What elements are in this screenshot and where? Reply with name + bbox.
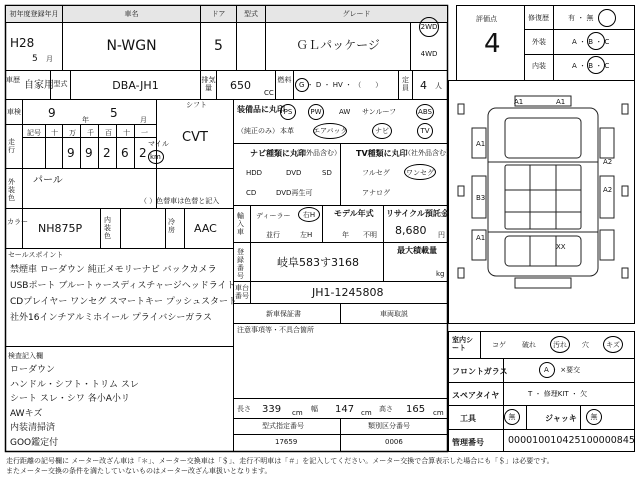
model-code: DBA-JH1	[112, 79, 159, 92]
car-name: N-WGN	[106, 38, 157, 54]
designation-value: 17659	[275, 438, 298, 446]
note-line-5: 内装清掃済	[10, 423, 56, 433]
management-label: 管理番号	[452, 438, 484, 447]
navi-label: ナビ種類に丸印	[250, 149, 306, 158]
capacity: 4	[420, 79, 427, 92]
digit-unit-4: 百	[105, 129, 112, 137]
note-line-1: ローダウン	[10, 365, 56, 375]
mileage-label: 走行	[8, 138, 15, 154]
interior-grade-options: A ・ B ・ C	[572, 62, 610, 70]
drive-4wd: 4WD	[420, 50, 438, 58]
tv-fullseg: フルセグ	[362, 169, 390, 177]
chassis-label: 車台番号	[235, 284, 249, 300]
interior-grade-label: 内装	[532, 62, 546, 70]
km-unit: km	[150, 153, 161, 161]
length-unit: cm	[292, 409, 303, 417]
footer-line-2: またメーター交換の条件を満たしていないものはメーター改ざん車扱いとなります。	[6, 467, 272, 475]
repair-label: 修復歴	[528, 14, 549, 22]
capacity-label: 定員	[402, 76, 409, 92]
import-parallel: 並行	[266, 231, 280, 239]
designation-label: 型式指定番号	[262, 422, 304, 430]
type-label: 型式	[53, 80, 68, 88]
aircon-label: 冷房	[168, 218, 175, 234]
equipment-label: 装備品に丸印	[237, 105, 285, 114]
exterior-note: （ ）色替車は色替と記入	[140, 197, 220, 205]
navi-sd: SD	[322, 169, 332, 177]
reg-month: 5	[32, 54, 38, 64]
mark-a1-rear: A1	[476, 234, 486, 242]
score-value: 4	[484, 29, 501, 59]
equip-navi: ナビ	[375, 127, 389, 135]
mileage-digit-1: 9	[67, 146, 75, 160]
import-right: 右H	[302, 211, 316, 219]
shift-value: CVT	[182, 130, 208, 145]
width-unit: cm	[361, 409, 372, 417]
mark-a2-right-2: A2	[603, 186, 613, 194]
tv-sub: （社外品含む）	[404, 149, 453, 157]
inspection-label: 車検	[7, 108, 21, 116]
capacity-unit: 人	[435, 82, 442, 90]
jack-none: 無	[590, 413, 598, 421]
front-glass-label: フロントガラス	[452, 367, 508, 376]
chassis-value: JH1-1245808	[312, 286, 384, 299]
mark-a1-front: A1	[514, 98, 524, 106]
mark-b3: B3	[476, 194, 486, 202]
aircon-value: AAC	[194, 222, 217, 235]
note-line-2: ハンドル・シフト・トリム スレ	[10, 379, 139, 390]
repair-none-circle	[598, 9, 616, 27]
seat-burn: コゲ	[492, 341, 506, 349]
class-value: 0006	[385, 438, 403, 446]
digit-unit-2: 万	[69, 129, 76, 137]
sales-line-4: 社外16インチアルミホイール プライバシーガラス	[10, 313, 212, 323]
inspection-month-unit: 月	[140, 116, 147, 124]
interior-seat-label: 室内シート	[452, 336, 473, 352]
navi-sub: （社外品含む）	[292, 149, 341, 157]
note-line-3: シート スレ・シワ 各小A小リ	[10, 394, 130, 404]
tools-none: 無	[508, 413, 516, 421]
navi-dvd-play: DVD再生可	[276, 189, 313, 197]
exterior-grade-label: 外装	[532, 38, 546, 46]
use-label: 車歴	[6, 76, 20, 84]
exterior-b-circle	[587, 32, 605, 50]
interior-b-circle	[587, 56, 605, 74]
mark-a1-front-2: A1	[556, 98, 566, 106]
tv-label: TV種類に丸印	[356, 149, 408, 158]
width-value: 147	[335, 404, 355, 415]
equipment-sub: （純正のみ）	[237, 127, 279, 135]
model-label: 型式	[237, 6, 265, 22]
digit-unit-6: 一	[141, 129, 148, 137]
import-left: 左H	[300, 231, 313, 239]
mile-unit: マイル	[148, 140, 169, 148]
seat-stain: 汚れ	[553, 341, 567, 349]
notes-box-label: 注意事項等・不具合箇所	[237, 326, 314, 334]
sales-line-3: CDプレイヤー ワンセグ スマートキー プッシュスタート	[10, 297, 237, 307]
equip-sunroof: サンルーフ	[362, 108, 397, 116]
mark-a1-left: A1	[476, 140, 486, 148]
equip-aw: AW	[339, 108, 351, 116]
inspection-year: 9	[48, 106, 56, 120]
note-line-6: GOO鑑定付	[10, 437, 59, 448]
digit-unit-1: 十	[51, 129, 58, 137]
equip-tv: TV	[420, 127, 430, 135]
exterior-label: 外装色	[8, 178, 15, 202]
color-code: NH875P	[38, 222, 83, 235]
max-load-unit: kg	[436, 270, 445, 278]
equip-airbag: エアバック	[313, 127, 348, 135]
interior-color-label: 内装色	[104, 216, 111, 240]
tv-analog: アナログ	[362, 189, 390, 197]
navi-hdd: HDD	[246, 169, 263, 177]
sales-line-1: 禁煙車 ローダウン 純正メモリーナビ バックカメラ	[10, 265, 217, 275]
drive-2wd: 2WD	[420, 23, 438, 31]
mileage-digit-4: 6	[121, 146, 129, 160]
use-value: 自家用	[24, 80, 54, 91]
mark-xx: XX	[556, 243, 566, 251]
plate-label: 登録番号	[237, 248, 244, 280]
inspector-notes-label: 検査記入欄	[8, 352, 43, 360]
reg-era: H28	[10, 36, 35, 50]
model-year-label: モデル年式	[334, 209, 374, 218]
equip-ps: PS	[283, 108, 293, 116]
exterior-grade-options: A ・ B ・ C	[572, 38, 610, 46]
grade-label: グレード	[266, 6, 447, 22]
spare-tire-label: スペアタイヤ	[452, 391, 500, 400]
mileage-digit-3: 2	[103, 146, 111, 160]
reg-month-unit: 月	[46, 55, 53, 63]
seat-tear: 破れ	[522, 341, 536, 349]
fuel-options: G ・ D ・ HV ・ （ ）	[299, 81, 383, 89]
class-label: 類別区分番号	[368, 422, 410, 430]
recycle-label: リサイクル預託金	[386, 209, 449, 218]
management-value: 000010010425100000845	[508, 435, 635, 446]
height-unit: cm	[433, 409, 444, 417]
plate-value: 岐阜583す3168	[277, 256, 359, 269]
mileage-code-label: 記号	[27, 129, 41, 137]
length-label: 長さ	[237, 405, 251, 413]
mileage-digit-2: 9	[85, 146, 93, 160]
exterior-color: パール	[33, 175, 63, 186]
vehicle-manual: 車両取説	[380, 310, 408, 318]
door-label: ドア	[201, 6, 236, 22]
recycle-unit: 円	[438, 231, 445, 239]
door-count: 5	[214, 38, 223, 54]
footer-note	[6, 456, 554, 476]
fuel-label: 燃料	[277, 76, 292, 84]
digit-unit-5: 十	[123, 129, 130, 137]
model-year: 年 不明	[342, 231, 377, 239]
footer-line-1: 走行距離の記号欄に メーター改ざん車は「＊」、メーター交換車は「＄」、走行不明車は「＃」を記入してください。メーター交換で合算表示した場合にも「＄」は必要です。	[6, 457, 554, 465]
inspector-notes	[10, 363, 139, 450]
note-line-4: AWキズ	[10, 408, 43, 419]
displacement: 650	[230, 79, 251, 92]
import-dealer: ディーラー	[256, 212, 291, 220]
tv-oneseg: ワンセグ	[406, 169, 434, 177]
seat-scratch: キズ	[606, 341, 620, 349]
reg-year-label: 初年度登録年月	[6, 6, 62, 22]
navi-cd: CD	[246, 189, 257, 197]
spare-tire-options: T ・ 修理KIT ・ 欠	[528, 390, 588, 398]
seat-hole: 穴	[582, 341, 589, 349]
mark-a2-right: A2	[603, 158, 613, 166]
grade-value: ＧＬパッケージ	[296, 38, 380, 52]
height-value: 165	[406, 404, 426, 415]
recycle-value: 8,680	[395, 224, 427, 237]
equip-leather: 本革	[280, 127, 294, 135]
tools-label: 工具	[460, 414, 476, 423]
repair-options: 有 ・ 無	[568, 14, 594, 22]
digit-unit-3: 千	[87, 129, 94, 137]
sales-line-2: USBポート ブルートゥースディスチャージヘッドライト	[10, 281, 236, 291]
height-label: 高さ	[379, 405, 393, 413]
equip-pw: PW	[310, 108, 322, 116]
navi-dvd: DVD	[286, 169, 302, 177]
color-code-label: カラー	[7, 218, 28, 226]
displacement-label: 排気量	[201, 76, 216, 92]
front-glass-options: A ・ ×要交	[544, 366, 581, 374]
shift-label: シフト	[186, 101, 207, 109]
import-label: 輸入車	[237, 212, 244, 236]
width-label: 幅	[311, 405, 318, 413]
jack-label: ジャッキ	[545, 414, 577, 423]
cc-unit: CC	[264, 89, 274, 97]
new-car-warranty: 新車保証書	[266, 310, 301, 318]
equip-abs: ABS	[418, 108, 432, 116]
length-value: 339	[262, 404, 282, 415]
max-load-label: 最大積載量	[397, 246, 437, 255]
inspection-month: 5	[110, 106, 118, 120]
mileage-digit-5: 2	[139, 146, 147, 160]
sales-points	[10, 262, 237, 326]
inspection-year-unit: 年	[82, 116, 89, 124]
sales-points-label: セールスポイント	[8, 251, 64, 259]
score-label: 評価点	[476, 15, 497, 23]
car-name-label: 車名	[63, 6, 200, 22]
